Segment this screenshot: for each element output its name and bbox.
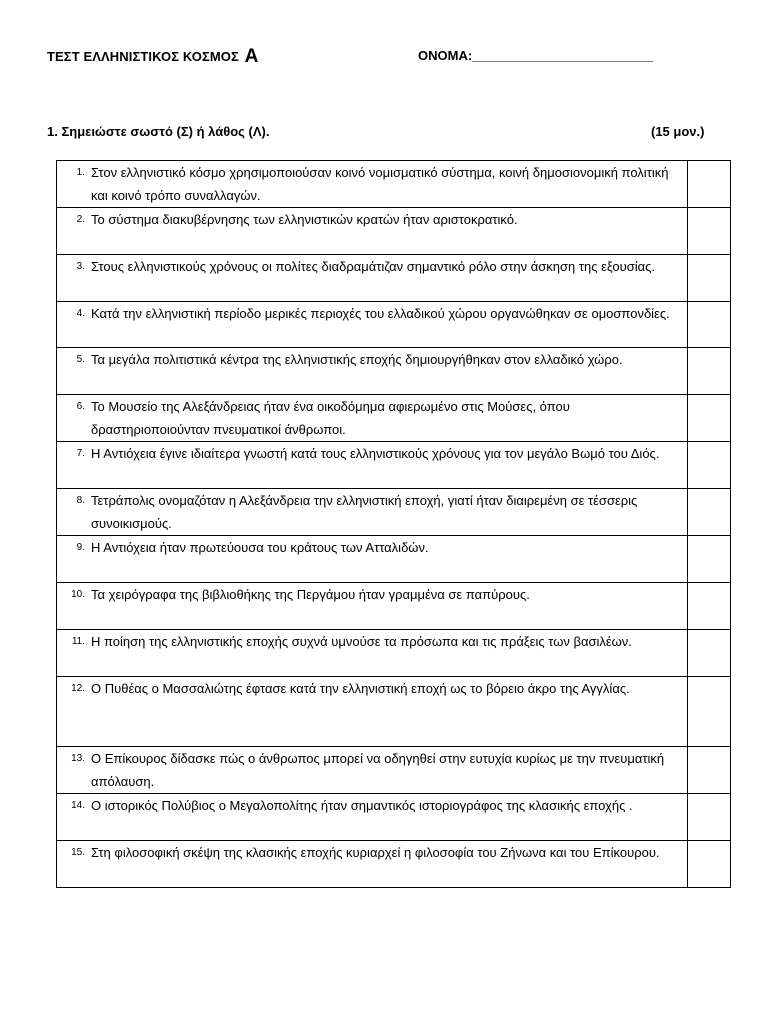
question-row: [57, 536, 731, 583]
question-text: Η Αντιόχεια έγινε ιδιαίτερα γνωστή κατά τους ελληνιστικούς χρόνους για τον μεγάλο Βωμό του Διός.: [91, 446, 660, 461]
question-row: [57, 841, 731, 888]
answer-box[interactable]: [688, 489, 731, 536]
test-title-text: ΤΕΣΤ ΕΛΛΗΝΙΣΤΙΚΟΣ ΚΟΣΜΟΣ: [47, 49, 239, 64]
question-row: [57, 489, 731, 536]
question-row: [57, 747, 731, 794]
question-text: Στον ελληνιστικό κόσμο χρησιμοποιούσαν κοινό νομισματικό σύστημα, κοινή δημοσιονομική πολιτική και κοινό τρόπο συναλλαγών.: [91, 165, 669, 203]
question-text: Στη φιλοσοφική σκέψη της κλασικής εποχής κυριαρχεί η φιλοσοφία του Ζήνωνα και του Επίκουρου.: [91, 845, 660, 860]
answer-box[interactable]: [688, 442, 731, 489]
question-row: [57, 395, 731, 442]
question-statement-cell: [57, 489, 688, 536]
question-text: Το σύστημα διακυβέρνησης των ελληνιστικών κρατών ήταν αριστοκρατικό.: [91, 212, 518, 227]
question-number: 4.: [76, 308, 85, 319]
answer-box[interactable]: [688, 841, 731, 888]
question-number: 2.: [76, 214, 85, 225]
answer-box[interactable]: [688, 302, 731, 348]
question-statement-cell: [57, 794, 688, 841]
question-statement-cell: [57, 630, 688, 677]
question-number: 9.: [76, 542, 85, 553]
answer-box[interactable]: [688, 583, 731, 630]
question-number: 8.: [76, 495, 85, 506]
question-number: 12.: [71, 683, 85, 694]
question-statement-cell: [57, 677, 688, 747]
section-heading: 1. Σημειώστε σωστό (Σ) ή λάθος (Λ).: [47, 124, 270, 139]
question-statement-cell: [57, 255, 688, 302]
question-text: Ο ιστορικός Πολύβιος ο Μεγαλοπολίτης ήταν σημαντικός ιστοριογράφος της κλασικής εποχής .: [91, 798, 633, 813]
answer-box[interactable]: [688, 161, 731, 208]
question-number: 1.: [76, 167, 85, 178]
test-title: [47, 46, 258, 68]
answer-box[interactable]: [688, 677, 731, 747]
question-text: Τα μεγάλα πολιτιστικά κέντρα της ελληνιστικής εποχής δημιουργήθηκαν στον ελλαδικό χώρο.: [91, 352, 623, 367]
question-row: [57, 583, 731, 630]
question-row: [57, 630, 731, 677]
answer-box[interactable]: [688, 630, 731, 677]
question-statement-cell: [57, 302, 688, 348]
question-statement-cell: [57, 536, 688, 583]
answer-box[interactable]: [688, 208, 731, 255]
question-number: 14.: [71, 800, 85, 811]
question-text: Ο Επίκουρος δίδασκε πώς ο άνθρωπος μπορεί να οδηγηθεί στην ευτυχία κυρίως με την πνευματική απόλαυση.: [91, 751, 665, 789]
question-number: 6.: [76, 401, 85, 412]
question-statement-cell: [57, 583, 688, 630]
question-statement-cell: [57, 841, 688, 888]
question-row: [57, 302, 731, 348]
question-statement-cell: [57, 348, 688, 395]
question-statement-cell: [57, 161, 688, 208]
question-text: Τα χειρόγραφα της βιβλιοθήκης της Περγάμου ήταν γραμμένα σε παπύρους.: [91, 587, 530, 602]
question-text: Η Αντιόχεια ήταν πρωτεύουσα του κράτους των Ατταλιδών.: [91, 540, 429, 555]
question-number: 15.: [71, 847, 85, 858]
answer-box[interactable]: [688, 395, 731, 442]
question-text: Η ποίηση της ελληνιστικής εποχής συχνά υμνούσε τα πρόσωπα και τις πράξεις των βασιλέων.: [91, 634, 632, 649]
question-text: Το Μουσείο της Αλεξάνδρειας ήταν ένα οικοδόμημα αφιερωμένο στις Μούσες, όπου δραστηριοποιούνταν πνευματικοί άνθρωποι.: [91, 399, 570, 437]
answer-box[interactable]: [688, 747, 731, 794]
test-variant: Α: [244, 46, 259, 67]
question-row: [57, 348, 731, 395]
question-row: [57, 442, 731, 489]
question-text: Κατά την ελληνιστική περίοδο μερικές περιοχές του ελλαδικού χώρου οργανώθηκαν σε ομοσπονδίες.: [91, 306, 670, 321]
question-text: Τετράπολις ονομαζόταν η Αλεξάνδρεια την ελληνιστική εποχή, γιατί ήταν διαιρεμένη σε τέσσερις συνοικισμούς.: [91, 493, 638, 531]
question-row: [57, 208, 731, 255]
question-number: 10.: [71, 589, 85, 600]
question-row: [57, 794, 731, 841]
question-number: 3.: [76, 261, 85, 272]
question-row: [57, 161, 731, 208]
name-field-label: ΟΝΟΜΑ:_________________________: [418, 48, 653, 63]
answer-box[interactable]: [688, 348, 731, 395]
true-false-table: [56, 160, 731, 888]
question-text: Ο Πυθέας ο Μασσαλιώτης έφτασε κατά την ελληνιστική εποχή ως το βόρειο άκρο της Αγγλίας.: [91, 681, 630, 696]
answer-box[interactable]: [688, 536, 731, 583]
question-statement-cell: [57, 747, 688, 794]
question-number: 5.: [76, 354, 85, 365]
question-row: [57, 677, 731, 747]
question-number: 7.: [76, 448, 85, 459]
question-number: 13.: [71, 753, 85, 764]
question-row: [57, 255, 731, 302]
question-statement-cell: [57, 395, 688, 442]
question-statement-cell: [57, 208, 688, 255]
answer-box[interactable]: [688, 255, 731, 302]
question-text: Στους ελληνιστικούς χρόνους οι πολίτες διαδραμάτιζαν σημαντικό ρόλο στην άσκηση της εξουσίας.: [91, 259, 656, 274]
section-points: (15 μον.): [651, 124, 705, 139]
question-number: 11.: [71, 636, 85, 647]
question-statement-cell: [57, 442, 688, 489]
answer-box[interactable]: [688, 794, 731, 841]
